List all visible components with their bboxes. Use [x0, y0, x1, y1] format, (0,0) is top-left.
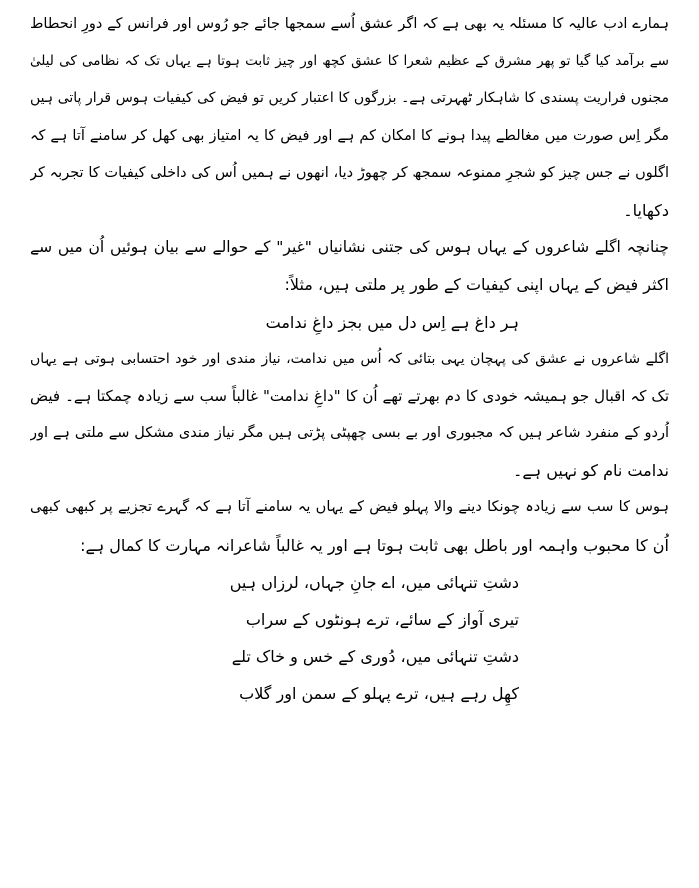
verse-line: دشتِ تنہائی میں، اے جانِ جہاں، لرزاں ہیں — [229, 572, 519, 592]
verse-line: تیری آواز کے سائے، ترے ہونٹوں کے سراب — [245, 610, 519, 629]
text-line: دکھایا۔ — [623, 200, 669, 220]
text-line: ندامت نام کو نہیں ہے۔ — [513, 461, 669, 481]
verse-line: کھِل رہے ہیں، ترے پہلو کے سمن اور گلاب — [239, 684, 519, 704]
text-line: اگلوں نے جس چیز کو شجرِ ممنوعہ سمجھ کر چھوڑ دیا، انھوں نے ہمیں اُس کی داخلی کیفیات کا تجربہ کر — [30, 164, 669, 181]
text-line: مجنوں فراریت پسندی کا شاہکار ٹھہرتی ہے۔ بزرگوں کا اعتبار کریں تو فیض کی کیفیات ہوس قرار پاتی ہیں — [30, 90, 669, 107]
verse-line: ہر داغ ہے اِس دل میں بجز داغِ ندامت — [265, 312, 519, 332]
text-line: سے برآمد کیا گیا تو پھر مشرق کے عظیم شعرا کا عشق کچھ اور چیز ثابت ہوتا ہے یہاں تک کہ نظامی کی لیلیٰ — [30, 53, 669, 70]
text-line: تک کہ اقبال جو ہمیشہ خودی کا دم بھرتے تھے اُن کا "داغِ ندامت" غالباً سب سے زیادہ چمکتا ہے۔ فیض — [30, 386, 669, 405]
text-line: اگلے شاعروں نے عشق کی پہچان یہی بتائی کہ اُس میں ندامت، نیاز مندی اور خود احتسابی ہوتی ہے یہاں — [30, 350, 669, 367]
text-line: ہمارے ادب عالیہ کا مسئلہ یہ بھی ہے کہ اگر عشق اُسے سمجھا جائے جو رُوس اور فرانس کے دورِ انحطاط — [30, 16, 669, 32]
text-line: اُردو کے منفرد شاعر ہیں کہ مجبوری اور بے بسی چھپٹی پڑتی ہیں مگر نیاز مندی مشکل سے ملتی ہے اور — [30, 425, 669, 442]
text-line: اکثر فیض کے یہاں اپنی کیفیات کے طور پر ملتی ہیں، مثلاً: — [284, 275, 669, 295]
text-line: ہوس کا سب سے زیادہ چونکا دینے والا پہلو فیض کے یہاں یہ سامنے آتا ہے کہ گہرے تجزیے پر کبھی کبھی — [30, 499, 669, 516]
urdu-text-page — [0, 6, 699, 884]
text-line: چنانچہ اگلے شاعروں کے یہاں ہوس کی جتنی نشانیاں "غیر" کے حوالے سے بیان ہوئیں اُن میں سے — [30, 238, 669, 257]
text-line: اُن کا محبوب واہمہ اور باطل بھی ثابت ہوتا ہے اور یہ غالباً شاعرانہ مہارت کا کمال ہے: — [80, 535, 669, 555]
text-line: مگر اِس صورت میں مغالطے پیدا ہونے کا امکان کم ہے اور فیض کا یہ امتیاز بھی کھل کر سامنے آتا ہے کہ — [30, 127, 669, 144]
verse-line: دشتِ تنہائی میں، دُوری کے خس و خاک تلے — [231, 647, 519, 667]
